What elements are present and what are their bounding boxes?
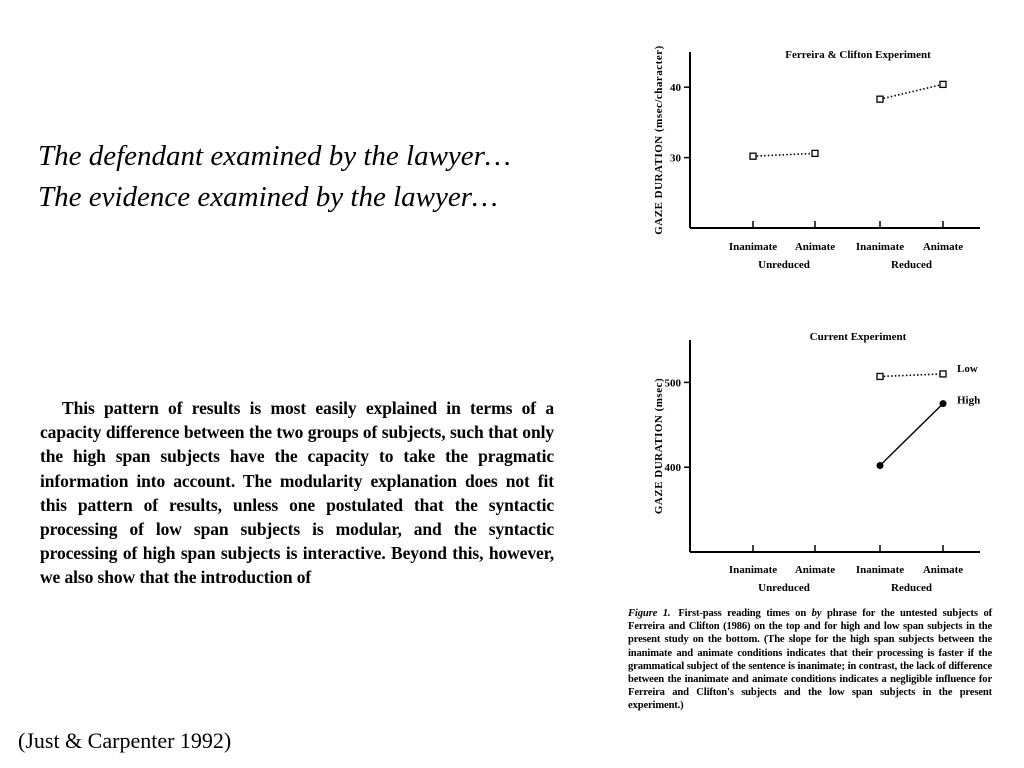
y-axis-label: GAZE DURATION (msec/character) — [653, 45, 665, 235]
data-point — [877, 462, 884, 469]
y-axis-label: GAZE DURATION (msec) — [653, 377, 665, 515]
x-category-label: Inanimate — [728, 241, 778, 253]
series-label: High — [957, 394, 981, 407]
example-sentence-2: The evidence examined by the lawyer… — [38, 181, 498, 213]
caption-text-after: phrase for the untested subjects of Ferreira and Clifton (1986) on the top and for high and low span subjects in the present study on the bottom. (The slope for the high span subjects between the inanimate and animate conditions indicates that their processing is faster if the grammatical subject of the sentence is inanimate; in contrast, the lack of difference between the inanimate and animate conditions indicates a negligible influence for Ferreira and Clifton's subjects and the low span subjects in the present experiment.) — [628, 608, 993, 712]
caption-by-word: by — [811, 608, 822, 619]
data-point — [940, 400, 947, 407]
excerpt-paragraph: This pattern of results is most easily explained in terms of a capacity difference between the two groups of subjects, such that only the high span subjects have the capacity to take the pragmatic information into account. The modularity explanation does not fit this pattern of results, unless one postulated that the syntactic processing of low span subjects is modular, and the syntactic processing of high span subjects is interactive. Beyond this, however, we also show that the introduction of — [40, 398, 554, 588]
data-point — [877, 96, 883, 102]
text-excerpt — [40, 396, 554, 588]
series-line — [753, 153, 815, 156]
figure-label: Figure 1. — [628, 608, 671, 619]
x-category-label: Animate — [922, 564, 964, 576]
x-category-label: Animate — [922, 241, 964, 253]
series-label: Low — [957, 362, 978, 375]
x-group-label: Reduced — [891, 582, 932, 594]
data-point — [812, 150, 818, 156]
series-line — [880, 84, 943, 99]
example-sentences — [38, 136, 618, 218]
figure-caption — [628, 607, 992, 713]
chart-title: Ferreira & Clifton Experiment — [785, 49, 931, 61]
data-point — [750, 153, 756, 159]
example-sentence-1: The defendant examined by the lawyer… — [38, 140, 511, 172]
current-experiment-chart — [640, 322, 990, 602]
y-tick-label: 40 — [670, 82, 681, 95]
x-category-label: Animate — [794, 241, 836, 253]
x-group-label: Unreduced — [758, 259, 810, 271]
chart-title: Current Experiment — [809, 331, 907, 343]
series-line — [880, 374, 943, 377]
x-category-label: Inanimate — [855, 241, 905, 253]
data-point — [877, 373, 883, 379]
x-category-label: Inanimate — [855, 564, 905, 576]
caption-text-before: First-pass reading times on — [678, 608, 807, 619]
y-tick-label: 500 — [664, 377, 681, 390]
data-point — [940, 371, 946, 377]
y-tick-label: 30 — [670, 152, 681, 165]
y-tick-label: 400 — [664, 462, 681, 475]
series-line — [880, 404, 943, 466]
ferreira-clifton-chart — [640, 30, 990, 280]
x-group-label: Unreduced — [758, 582, 810, 594]
x-group-label: Reduced — [891, 259, 932, 271]
data-point — [940, 81, 946, 87]
x-category-label: Inanimate — [728, 564, 778, 576]
x-category-label: Animate — [794, 564, 836, 576]
citation: (Just & Carpenter 1992) — [18, 728, 232, 753]
